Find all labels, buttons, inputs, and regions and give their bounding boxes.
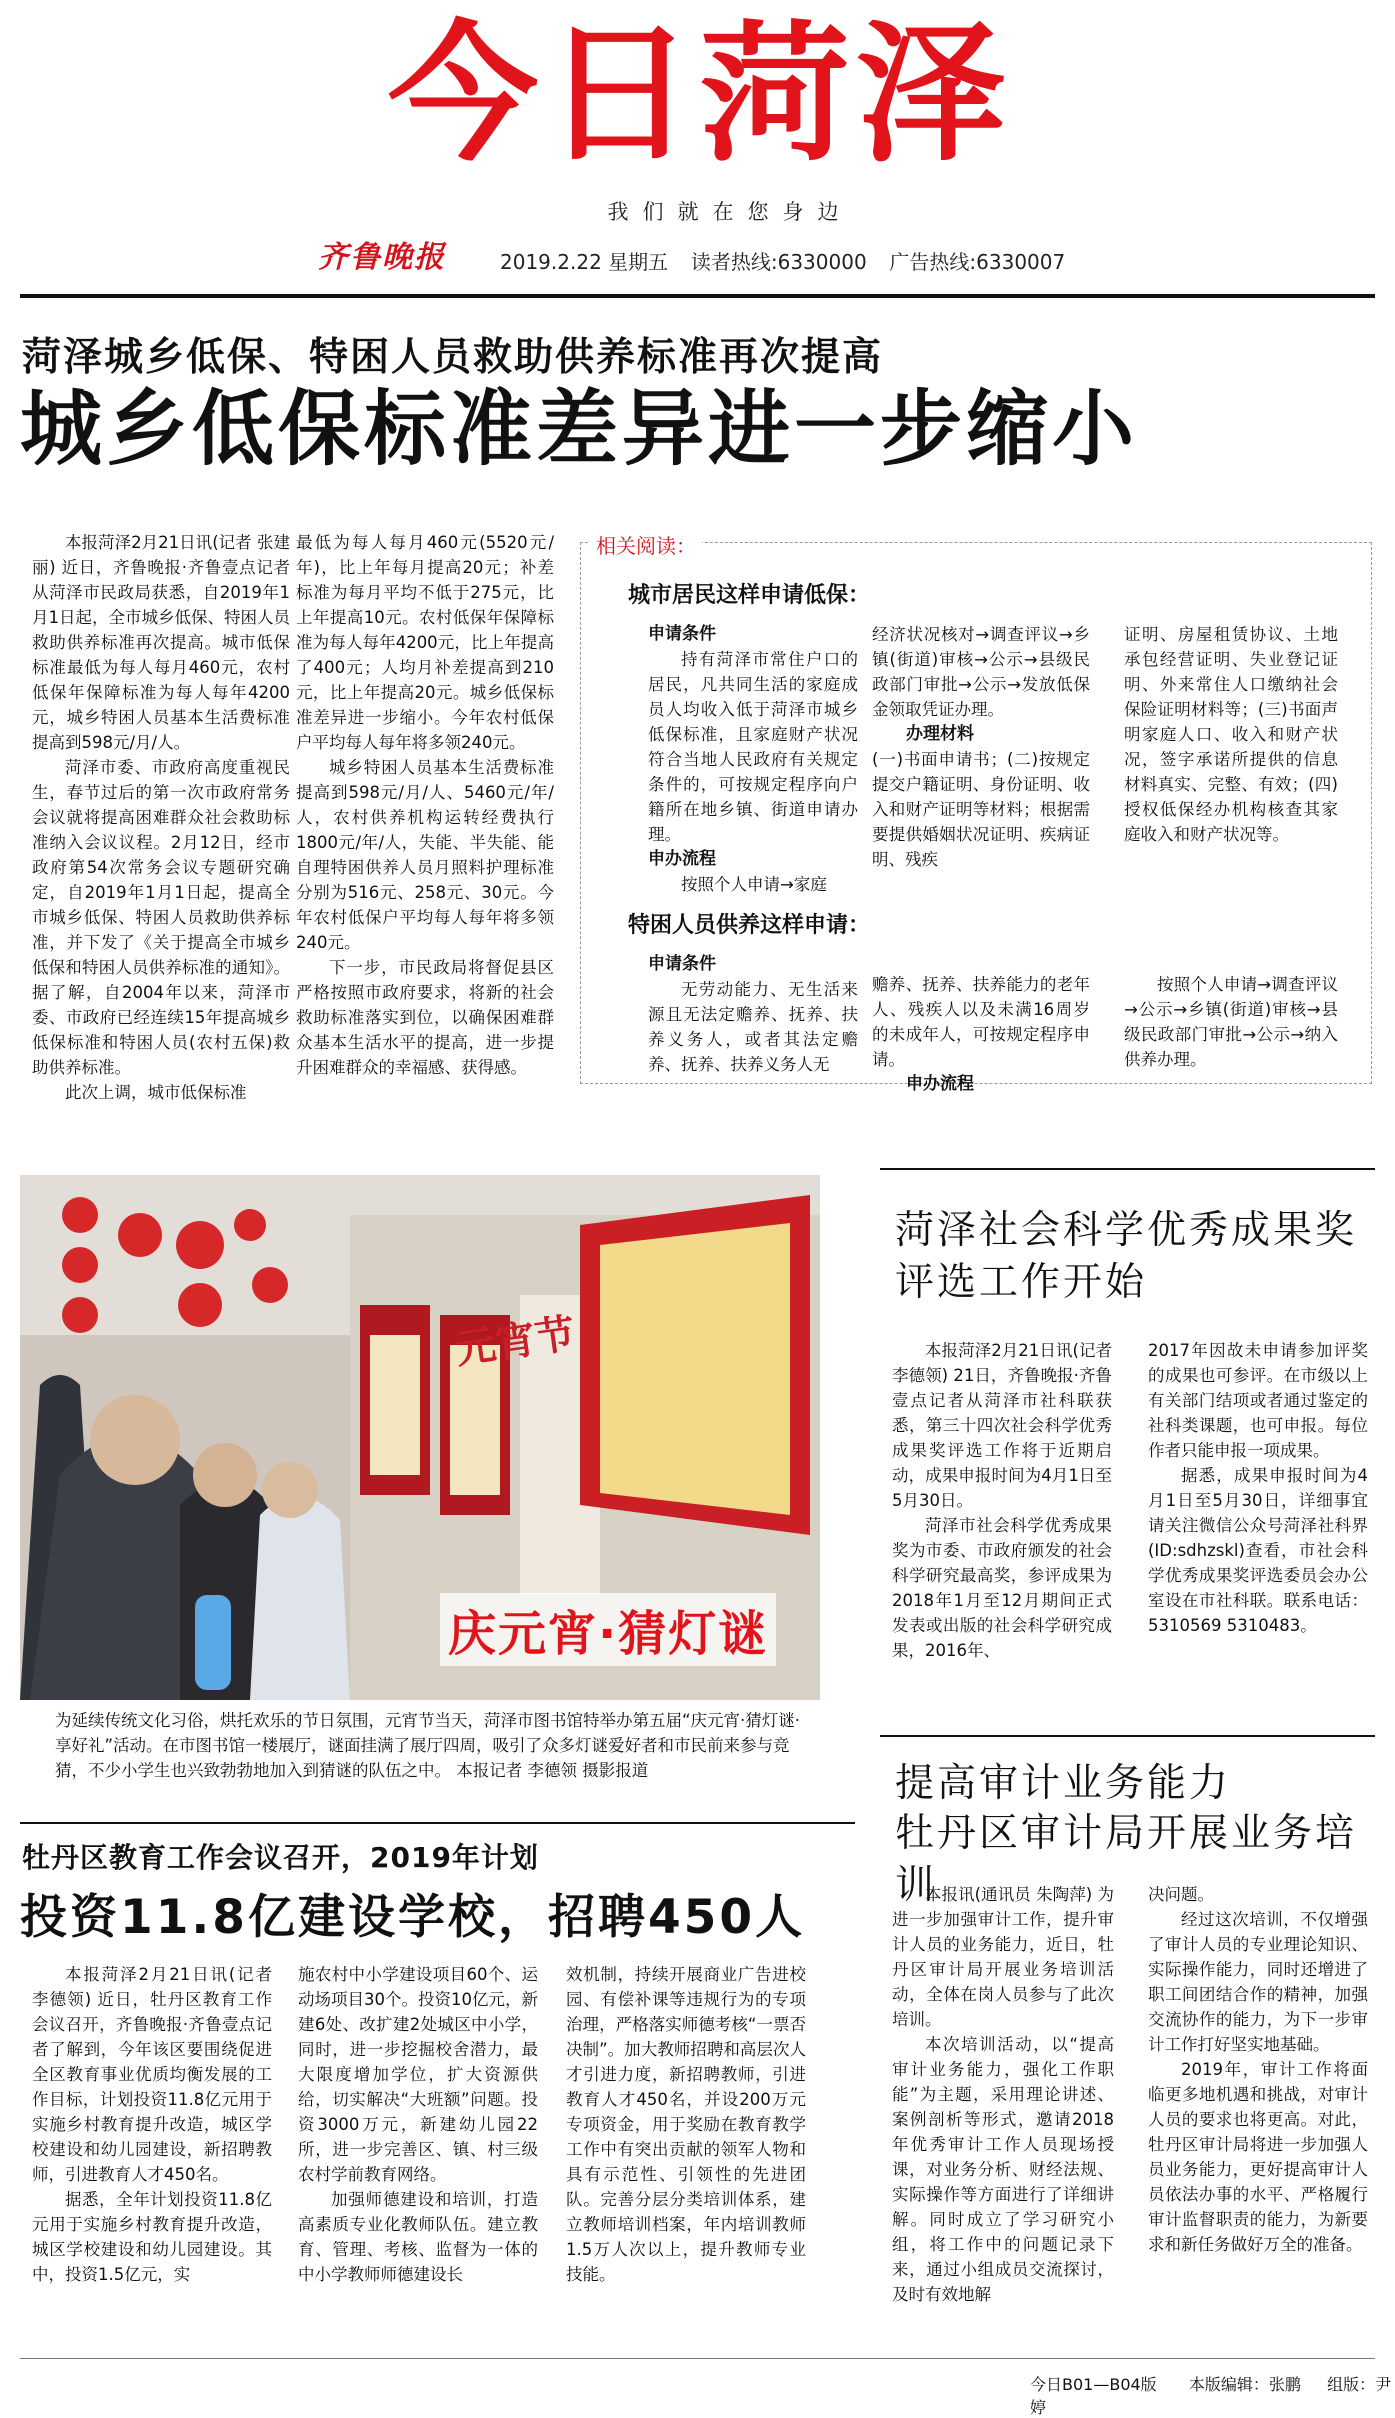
- social-paragraph: 本报菏泽2月21日讯(记者 李德领) 21日，齐鲁晚报·齐鲁壹点记者从菏泽市社科联获悉，第三十四次社会科学优秀成果奖评选工作将于近期启动，成果申报时间为4月1日至5月30日。: [892, 1341, 1112, 1510]
- bottom-rule: [20, 2358, 1375, 2359]
- special-column-3: 按照个人申请→调查评议→公示→乡镇(街道)审核→县级民政部门审批→公示→纳入供养办理。: [1124, 975, 1338, 1069]
- social-column-2: [1148, 1338, 1368, 1638]
- lead-paragraph: 本报菏泽2月21日讯(记者 张建丽) 近日，齐鲁晚报·齐鲁壹点记者从菏泽市民政局获悉，自2019年1月1日起，全市城乡低保、特困人员救助供养标准再次提高。城市低保标准最低为每人每月460元，农村低保年保障标准为每人每年4200元，城乡特困人员基本生活费标准提高到598元/月/人。: [32, 533, 290, 752]
- social-paragraph: 2017年因故未申请参加评奖的成果也可参评。在市级以上有关部门结项或者通过鉴定的社科类课题，也可申报。每位作者只能申报一项成果。: [1148, 1341, 1368, 1460]
- apply-conditions-text: 持有菏泽市常住户口的居民，凡共同生活的家庭成员人均收入低于菏泽市城乡低保标准，且家庭财产状况符合当地人民政府有关规定条件的，可按规定程序向户籍所在地乡镇、街道申请办理。: [648, 650, 858, 844]
- special-support-title: 特困人员供养这样申请：: [628, 913, 871, 938]
- education-headline: 投资11.8亿建设学校，招聘450人: [20, 1890, 806, 1945]
- photo-banner-text: 元宵节: [452, 1310, 579, 1374]
- section-rule: [20, 1822, 855, 1824]
- photo-caption: 为延续传统文化习俗，烘托欢乐的节日氛围，元宵节当天，菏泽市图书馆特举办第五届“庆元宵·猜灯谜·享好礼”活动。在市图书馆一楼展厅，谜面挂满了展厅四周，吸引了众多灯谜爱好者和市民前来参与竞猜，不少小学生也兴致勃勃地加入到猜谜的队伍之中。 本报记者 李德领 摄影报道: [55, 1711, 801, 1780]
- brand-logo: 齐鲁晚报: [318, 240, 446, 275]
- audit-paragraph: 本报讯(通讯员 朱陶萍) 为进一步加强审计工作，提升审计人员的业务能力，近日，牡丹区审计局开展业务培训活动，全体在岗人员参与了此次培训。: [892, 1885, 1114, 2029]
- photo-overlay-title: 庆元宵·猜灯谜: [440, 1593, 776, 1666]
- dateline: [500, 246, 1065, 275]
- education-column-1: [32, 1962, 272, 2287]
- lead-column-1: [32, 530, 290, 1105]
- city-column-3: 证明、房屋租赁协议、土地承包经营证明、失业登记证明、外来常住人口缴纳社会保险证明材料等；(三)书面声明家庭人口、收入和财产状况，签字承诺所提供的信息材料真实、完整、有效；(四)授权低保经办机构核查其家庭收入和财产状况等。: [1124, 625, 1338, 844]
- audit-title-line-2: 牡丹区审计局开展业务培训: [895, 1811, 1358, 1908]
- special-process-label: 申办流程: [906, 1074, 974, 1094]
- lead-paragraph: 此次上调，城市低保标准: [65, 1083, 247, 1102]
- reader-hotline: 读者热线:6330000: [690, 250, 867, 274]
- city-lowincome-title: 城市居民这样申请低保：: [628, 583, 871, 608]
- related-reading-tag: 相关阅读：: [590, 530, 702, 559]
- lead-paragraph: 下一步，市民政局将督促县区严格按照市政府要求，将新的社会救助标准落实到位，以确保困难群众基本生活水平的提高，进一步提升困难群众的幸福感、获得感。: [296, 958, 554, 1077]
- education-paragraph: 效机制，持续开展商业广告进校园、有偿补课等违规行为的专项治理，严格落实师德考核“一票否决制”。加大教师招聘和高层次人才引进力度，新招聘教师，引进教育人才450名，并设200万元专项资金，用于奖励在教育教学工作中有突出贡献的领军人物和具有示范性、引领性的先进团队。完善分层分类培训体系，建立教师培训档案，年内培训教师1.5万人次以上，提升教师专业技能。: [566, 1965, 806, 2284]
- education-column-3: [566, 1962, 806, 2287]
- footer-layout: 组版：尹婷: [1030, 2375, 1392, 2417]
- audit-column-1: [892, 1882, 1114, 2307]
- audit-paragraph: 2019年，审计工作将面临更多地机遇和挑战，对审计人员的要求也将更高。对此，牡丹区审计局将进一步加强人员业务能力，更好提高审计人员依法办事的水平、严格履行审计监督职责的能力，为新要求和新任务做好万全的准备。: [1148, 2060, 1368, 2254]
- materials-label: 办理材料: [906, 724, 974, 744]
- section-rule: [880, 1168, 1375, 1170]
- social-paragraph: 据悉，成果申报时间为4月1日至5月30日，详细事宜请关注微信公众号菏泽社科界(ID:sdhzskl)查看，市社会科学优秀成果奖评选委员会办公室设在市社科联。联系电话：5310569 5310483。: [1148, 1466, 1368, 1635]
- lead-paragraph: 菏泽市委、市政府高度重视民生，春节过后的第一次市政府常务会议就将提高困难群众社会救助标准纳入会议议程。2月12日，经市政府第54次常务会议专题研究确定，自2019年1月1日起，提高全市城乡低保、特困人员救助供养标准，并下发了《关于提高全市城乡低保和特困人员供养标准的通知》。据了解，自2004年以来，菏泽市委、市政府已经连续15年提高城乡低保标准和特困人员(农村五保)救助供养标准。: [32, 758, 290, 1077]
- masthead: [0, 0, 1395, 290]
- lantern-riddle-photo: [20, 1175, 820, 1700]
- audit-column-2: [1148, 1882, 1368, 2257]
- issue-date: 2019.2.22 星期五: [500, 250, 669, 274]
- apply-conditions-label: 申请条件: [648, 624, 716, 644]
- audit-paragraph: 决问题。: [1148, 1885, 1214, 1904]
- page-footer: [1030, 2372, 1395, 2418]
- lead-column-2: [296, 530, 554, 1080]
- audit-paragraph: 经过这次培训，不仅增强了审计人员的专业理论知识、实际操作能力，同时还增进了职工间团结合作的精神，加强交流协作的能力，为下一步审计工作打好坚实地基础。: [1148, 1910, 1368, 2054]
- education-kicker: 牡丹区教育工作会议召开，2019年计划: [22, 1841, 539, 1874]
- special-conditions-label: 申请条件: [648, 954, 716, 974]
- apply-process-cont: 经济状况核对→调查评议→乡镇(街道)审核→公示→县级民政部门审批→公示→发放低保金领取凭证办理。: [872, 625, 1090, 719]
- social-science-title: 菏泽社会科学优秀成果奖评选工作开始: [895, 1208, 1358, 1305]
- masthead-slogan: 我们就在您身边: [607, 200, 853, 224]
- special-conditions-cont: 赡养、抚养、扶养能力的老年人、残疾人以及未满16周岁的未成年人，可按规定程序申请。: [872, 975, 1090, 1069]
- lead-kicker: 菏泽城乡低保、特困人员救助供养标准再次提高: [22, 335, 884, 380]
- apply-process-text: 按照个人申请→家庭: [681, 875, 827, 894]
- top-rule: [20, 294, 1375, 298]
- materials-text: (一)书面申请书；(二)按规定提交户籍证明、身份证明、收入和财产证明等材料；根据需要提供婚姻状况证明、疾病证明、残疾: [872, 750, 1090, 869]
- city-column-1: [648, 622, 858, 897]
- lead-headline: 城乡低保标准差异进一步缩小: [20, 382, 1139, 477]
- lead-paragraph: 最低为每人每月460元(5520元/年)，比上年每月提高20元；补差标准为每月平均不低于275元，比上年提高10元。农村低保年保障标准为每人每年4200元，比上年提高了400元；人均月补差提高到210元，比上年提高20元。城乡低保标准差异进一步缩小。今年农村低保户平均每人每年将多领240元。: [296, 533, 554, 752]
- masthead-logo: 今日菏泽: [387, 8, 1012, 182]
- footer-pages: 今日B01—B04版: [1030, 2375, 1157, 2394]
- apply-process-label: 申办流程: [648, 849, 716, 869]
- education-column-2: [298, 1962, 538, 2287]
- special-column-2: [872, 972, 1090, 1097]
- social-paragraph: 菏泽市社会科学优秀成果奖为市委、市政府颁发的社会科学研究最高奖，参评成果为2018年1月至12月期间正式发表或出版的社会科学研究成果，2016年、: [892, 1516, 1112, 1660]
- education-paragraph: 加强师德建设和培训，打造高素质专业化教师队伍。建立教育、管理、考核、监督为一体的中小学教师师德建设长: [298, 2190, 538, 2284]
- section-rule: [880, 1735, 1375, 1737]
- footer-editor: 本版编辑：张鹏: [1188, 2375, 1301, 2394]
- lead-paragraph: 城乡特困人员基本生活费标准提高到598元/月/人、5460元/年/人，农村供养机构运转经费执行1800元/年/人，失能、半失能、能自理特困供养人员月照料护理标准分别为516元、258元、30元。今年农村低保户平均每人每年将多领240元。: [296, 758, 554, 952]
- ad-hotline: 广告热线:6330007: [889, 250, 1066, 274]
- special-column-1: [648, 952, 858, 1077]
- city-column-2: [872, 622, 1090, 872]
- education-paragraph: 施农村中小学建设项目60个、运动场项目30个。投资10亿元，新建6处、改扩建2处城区中小学，同时，进一步挖掘校舍潜力，最大限度增加学位，扩大资源供给，切实解决“大班额”问题。投资3000万元，新建幼儿园22所，进一步完善区、镇、村三级农村学前教育网络。: [298, 1965, 538, 2184]
- education-paragraph: 据悉，全年计划投资11.8亿元用于实施乡村教育提升改造，城区学校建设和幼儿园建设。其中，投资1.5亿元，实: [32, 2190, 272, 2284]
- audit-title-line-1: 提高审计业务能力: [895, 1761, 1232, 1806]
- special-conditions-text: 无劳动能力、无生活来源且无法定赡养、抚养、扶养义务人，或者其法定赡养、抚养、扶养义务人无: [648, 980, 858, 1074]
- education-paragraph: 本报菏泽2月21日讯(记者 李德领) 近日，牡丹区教育工作会议召开，齐鲁晚报·齐鲁壹点记者了解到，今年该区要围绕促进全区教育事业优质均衡发展的工作目标，计划投资11.8亿元用于实施乡村教育提升改造，城区学校建设和幼儿园建设，新招聘教师，引进教育人才450名。: [32, 1965, 272, 2184]
- audit-paragraph: 本次培训活动，以“提高审计业务能力，强化工作职能”为主题，采用理论讲述、案例剖析等形式，邀请2018年优秀审计工作人员现场授课，对业务分析、财经法规、实际操作等方面进行了详细讲解。同时成立了学习研究小组，将工作中的问题记录下来，通过小组成员交流探讨，及时有效地解: [892, 2035, 1114, 2304]
- social-column-1: [892, 1338, 1112, 1663]
